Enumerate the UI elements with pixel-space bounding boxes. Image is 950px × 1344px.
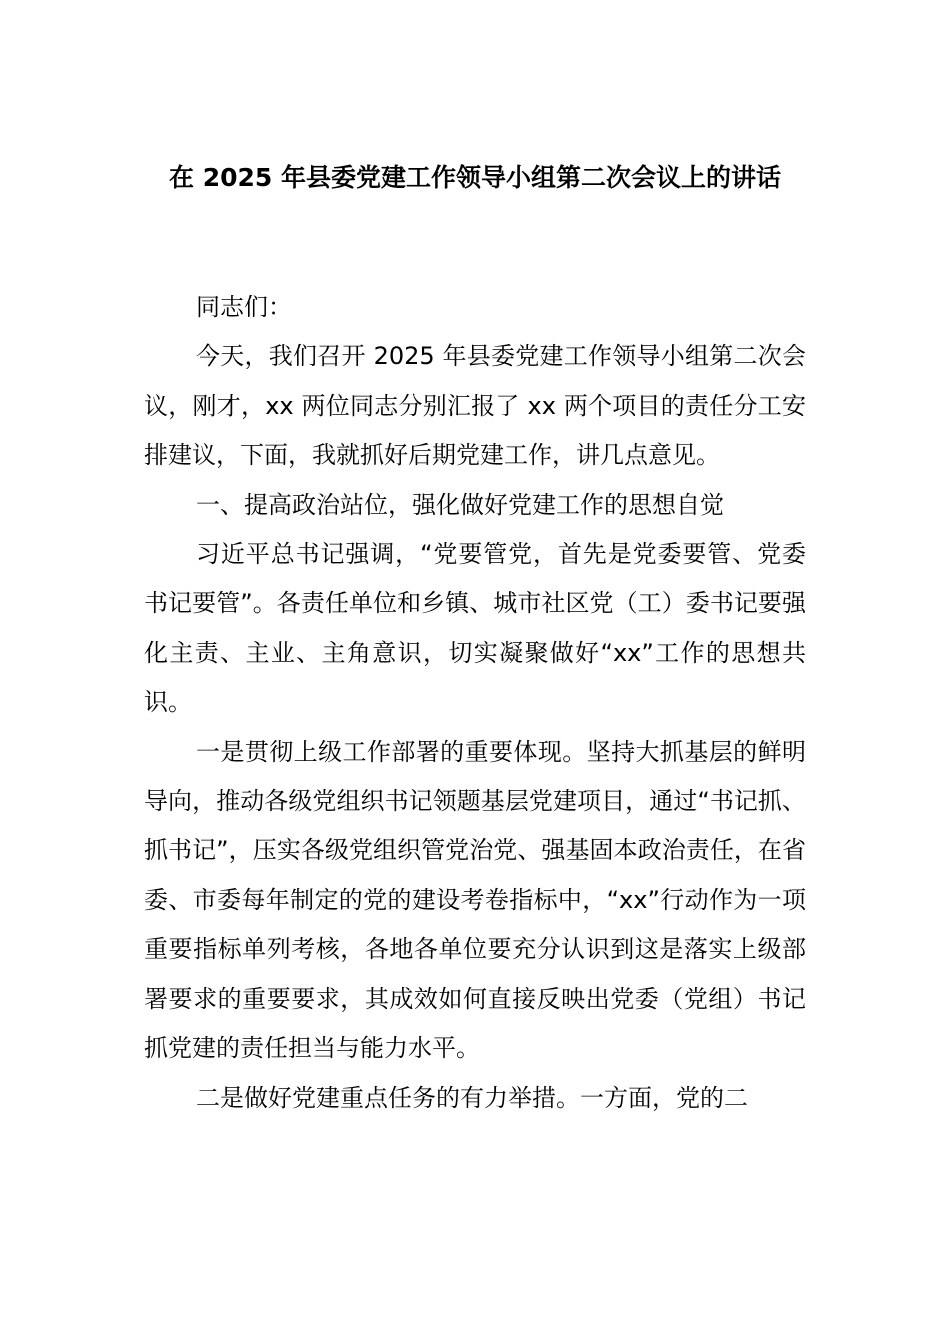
section-heading-1: 一、提高政治站位，强化做好党建工作的思想自觉	[196, 490, 724, 519]
intro-paragraph: 今天，我们召开 2025 年县委党建工作领导小组第二次会议，刚才，xx 两位同志分别汇报了 xx 两个项目的责任分工安排建议，下面，我就抓好后期党建工作，讲几点意见。	[144, 342, 806, 470]
salutation-paragraph: 同志们：	[196, 293, 292, 321]
document-body	[144, 283, 806, 1123]
body-paragraph: 二是做好党建重点任务的有力举措。一方面，党的二	[196, 1083, 748, 1112]
body-paragraph: 一是贯彻上级工作部署的重要体现。坚持大抓基层的鲜明导向，推动各级党组织书记领题基层党建项目，通过“书记抓、抓书记”，压实各级党组织管党治党、强基固本政治责任，在省委、市委每年制定的党的建设考卷指标中，“xx”行动作为一项重要指标单列考核，各地各单位要充分认识到这是落实上级部署要求的重要要求，其成效如何直接反映出党委（党组）书记抓党建的责任担当与能力水平。	[144, 737, 806, 1063]
body-paragraph: 习近平总书记强调，“党要管党，首先是党委要管、党委书记要管”。各责任单位和乡镇、城市社区党（工）委书记要强化主责、主业、主角意识，切实凝聚做好“xx”工作的思想共识。	[144, 540, 806, 717]
document-title: 在 2025 年县委党建工作领导小组第二次会议上的讲话	[169, 163, 781, 192]
